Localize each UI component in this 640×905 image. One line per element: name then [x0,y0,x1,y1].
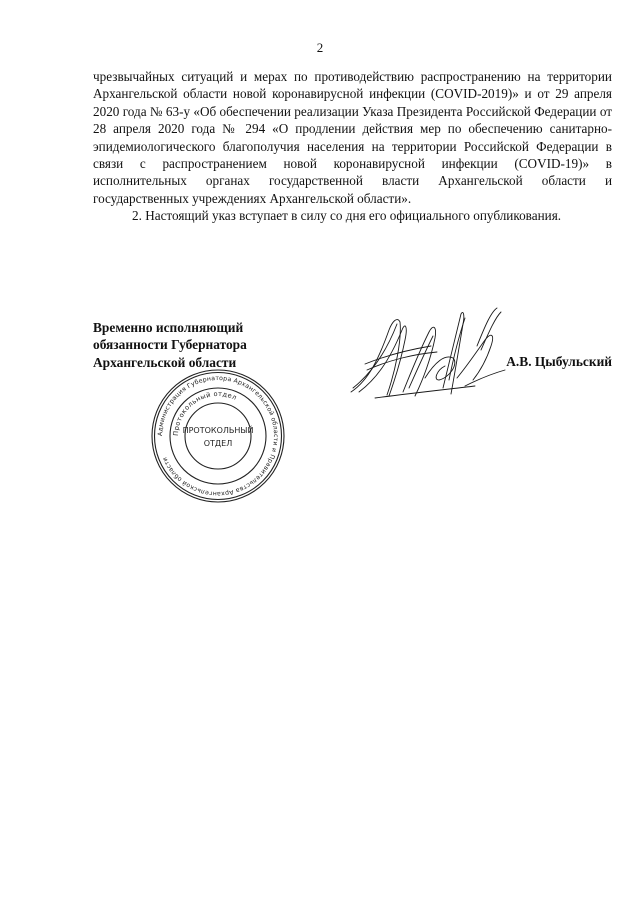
page-number: 2 [316,40,324,55]
handwritten-signature [345,300,515,410]
signatory-title-line: Архангельской области [93,354,237,370]
seal-center-line: ОТДЕЛ [203,439,233,448]
signatory-title-line: Временно исполняющий [93,320,244,335]
paragraph-entry-into-force: 2. Настоящий указ вступает в силу со дня его официального опубликования. [132,208,562,224]
signatory-title-line: обязанности Губернатора [93,337,247,353]
seal-inner-text: Протокольный отдел [171,389,239,437]
signatory-title [93,319,313,371]
official-seal-stamp [148,366,288,506]
svg-text:Администрация Губернатора Арха [157,375,279,497]
signatory-name: А.В. Цыбульский [506,354,612,369]
seal-outer-text: Администрация Губернатора Архангельской области и Правительства Архангельской области [156,374,280,498]
paragraph-decree-reference: чрезвычайных ситуаций и мерах по противодействию распространению на территории Архангельской области новой коронавирусной инфекции (COVID-2019)» и от 29 апреля 2020 года № 63-у «Об обеспечении реализации Указа Президента Российской Федерации от 28 апреля 2020 года № 294 «О продлении действия мер по обеспечению санитарно-эпидемиологического благополучия населения на территории Российской Федерации в связи с распространением новой коронавирусной инфекции (COVID-19)» в исполнительных органах государственной власти Архангельской области и государственных учреждениях Архангельской области». [93,69,612,206]
seal-center-line: ПРОТОКОЛЬНЫЙ [182,426,254,435]
document-body [93,68,612,225]
